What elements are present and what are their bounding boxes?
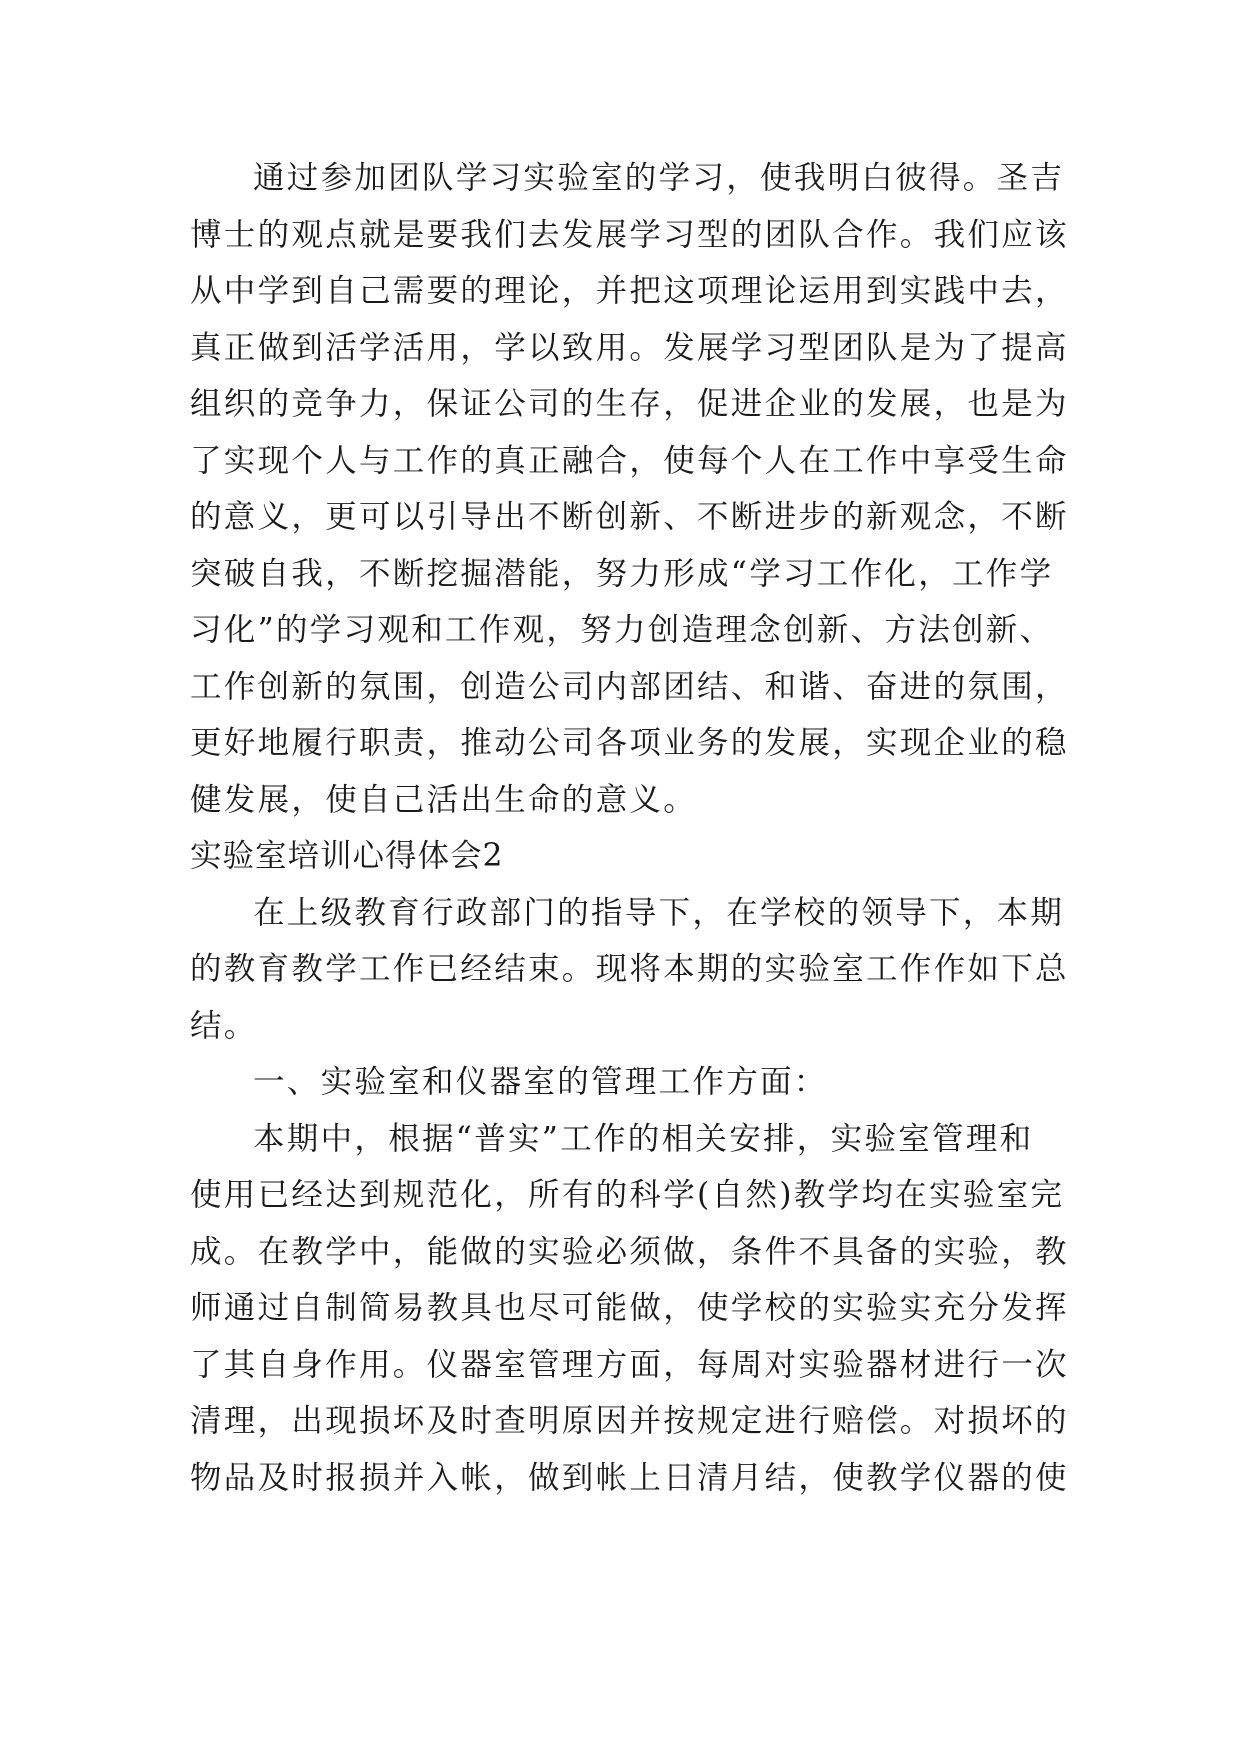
text-line: 从中学到自己需要的理论，并把这项理论运用到实践中去， — [190, 273, 1069, 309]
text-line: 通过参加团队学习实验室的学习，使我明白彼得。圣吉 — [253, 160, 1065, 196]
text-line: 的意义，更可以引导出不断创新、不断进步的新观念，不断 — [190, 499, 1069, 535]
text-line: 结。 — [190, 1007, 258, 1044]
text-line: 使用已经达到规范化，所有的科学(自然)教学均在实验室完 — [190, 1177, 1065, 1213]
document-body — [190, 150, 1069, 1506]
text-line: 的教育教学工作已经结束。现将本期的实验室工作作如下总 — [190, 951, 1069, 987]
text-line: 物品及时报损并入帐，做到帐上日清月结，使教学仪器的使 — [190, 1459, 1069, 1496]
text-line: 工作创新的氛围，创造公司内部团结、和谐、奋进的氛围， — [190, 668, 1069, 705]
text-line: 成。在教学中，能做的实验必须做，条件不具备的实验，教 — [190, 1233, 1069, 1270]
text-line: 习化”的学习观和工作观，努力创造理念创新、方法创新、 — [190, 612, 1054, 648]
text-line: 了实现个人与工作的真正融合，使每个人在工作中享受生命 — [190, 442, 1069, 479]
text-line: 健发展，使自己活出生命的意义。 — [190, 781, 698, 818]
text-line: 突破自我，不断挖掘潜能，努力形成“学习工作化，工作学 — [190, 555, 1054, 592]
text-line: 师通过自制简易教具也尽可能做，使学校的实验实充分发挥 — [190, 1290, 1069, 1326]
text-line: 组织的竞争力，保证公司的生存，促进企业的发展，也是为 — [190, 386, 1069, 422]
text-line: 更好地履行职责，推动公司各项业务的发展，实现企业的稳 — [190, 725, 1069, 761]
text-line: 真正做到活学活用，学以致用。发展学习型团队是为了提高 — [190, 329, 1069, 366]
subsection-heading: 一、实验室和仪器室的管理工作方面： — [253, 1064, 828, 1100]
text-line: 在上级教育行政部门的指导下，在学校的领导下，本期 — [253, 894, 1065, 931]
text-line: 了其自身作用。仪器室管理方面，每周对实验器材进行一次 — [190, 1346, 1069, 1383]
text-line: 清理，出现损坏及时查明原因并按规定进行赔偿。对损坏的 — [190, 1403, 1069, 1439]
text-line: 博士的观点就是要我们去发展学习型的团队合作。我们应该 — [190, 216, 1069, 253]
text-line: 本期中，根据“普实”工作的相关安排，实验室管理和 — [253, 1120, 1034, 1157]
section-heading: 实验室培训心得体会2 — [190, 838, 504, 874]
